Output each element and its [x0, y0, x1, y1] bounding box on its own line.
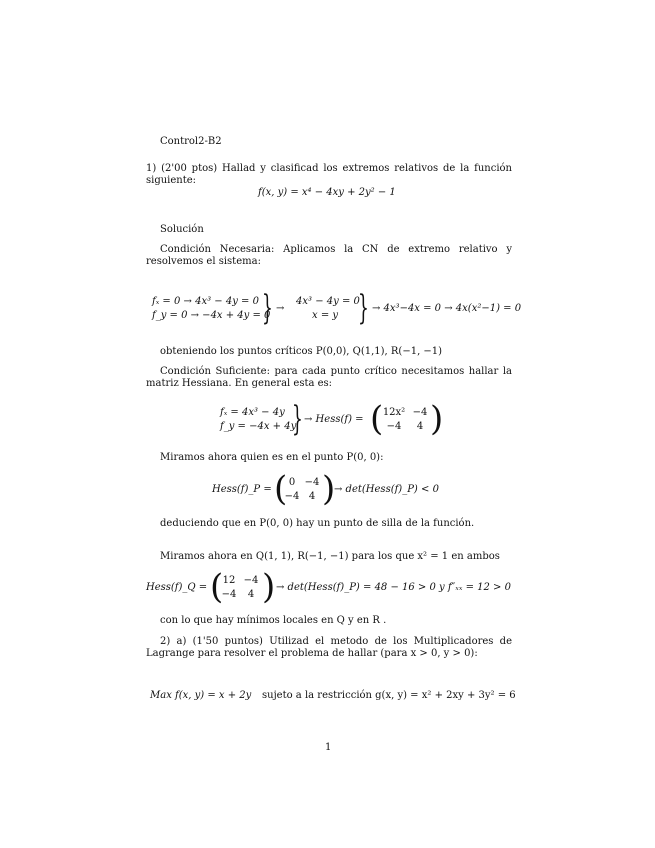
system-eq-3: 4x³ − 4y = 0	[296, 296, 360, 307]
system-eq-4: x = y	[312, 310, 339, 321]
implication-arrow: →	[276, 303, 285, 314]
necessary-condition-text: Condición Necesaria: Aplicamos la CN de extremo relativo y resolvemos el sistema:	[146, 244, 512, 267]
saddle-conclusion: deduciendo que en P(0, 0) hay un punto de silla de la función.	[160, 518, 475, 529]
matrix-cell: −4	[243, 575, 259, 586]
hessian-q-matrix	[210, 567, 276, 607]
system-eq-2: f_y = 0 → −4x + 4y = 0	[152, 310, 271, 321]
solution-heading: Solución	[160, 224, 204, 235]
matrix-cell: 4	[416, 421, 424, 432]
matrix-cell: 12x²	[382, 407, 406, 418]
matrix-cell: 12	[222, 575, 236, 586]
system-result: → 4x³−4x = 0 → 4x(x²−1) = 0	[372, 303, 522, 314]
matrix-cell: −4	[304, 477, 320, 488]
matrix-cell: 0	[288, 477, 296, 488]
page-number: 1	[325, 742, 332, 753]
left-paren-icon: (	[370, 399, 384, 439]
hessian-q-determinant: → det(Hess(f)_P) = 48 − 16 > 0 y f″ₓₓ = 12 > 0	[276, 582, 511, 593]
matrix-cell: −4	[412, 407, 428, 418]
problem2-constraint: sujeto a la restricción g(x, y) = x² + 2xy + 3y² = 6	[262, 690, 516, 701]
right-paren-icon: )	[430, 399, 444, 439]
hessian-p-matrix	[274, 469, 336, 509]
document-title: Control2-B2	[160, 136, 222, 147]
matrix-cell: −4	[221, 589, 237, 600]
sufficient-condition-text: Condición Suficiente: para cada punto crítico necesitamos hallar la matriz Hessiana. En general esta es:	[146, 366, 512, 389]
left-paren-icon: (	[274, 469, 288, 509]
right-brace-icon: }	[358, 288, 369, 328]
hessian-q-label: Hess(f)_Q =	[146, 582, 208, 593]
right-brace-icon: }	[262, 288, 273, 328]
minima-conclusion: con lo que hay mínimos locales en Q y en R .	[160, 615, 387, 626]
matrix-cell: −4	[284, 491, 300, 502]
hessian-general-matrix	[370, 399, 444, 439]
problem2-statement: 2) a) (1'50 puntos) Utilizad el metodo de los Multiplicadores de Lagrange para resolver el problema de hallar (para x > 0, y > 0):	[146, 636, 512, 659]
hessian-general-label: → Hess(f) =	[304, 414, 364, 425]
left-paren-icon: (	[210, 567, 224, 607]
right-paren-icon: )	[262, 567, 276, 607]
problem2-objective: Max f(x, y) = x + 2y	[150, 690, 252, 701]
matrix-cell: 4	[308, 491, 316, 502]
right-paren-icon: )	[322, 469, 336, 509]
hessian-p-determinant: → det(Hess(f)_P) < 0	[334, 484, 439, 495]
partial-derivative-y: f_y = −4x + 4y	[220, 421, 297, 432]
matrix-cell: −4	[386, 421, 402, 432]
system-eq-1: fₓ = 0 → 4x³ − 4y = 0	[152, 296, 259, 307]
partial-derivative-x: fₓ = 4x³ − 4y	[220, 407, 285, 418]
hessian-p-label: Hess(f)_P =	[212, 484, 272, 495]
problem1-statement: 1) (2'00 ptos) Hallad y clasificad los extremos relativos de la función siguiente:	[146, 163, 512, 186]
look-at-q-r: Miramos ahora en Q(1, 1), R(−1, −1) para los que x² = 1 en ambos	[160, 551, 500, 562]
problem1-function: f(x, y) = x⁴ − 4xy + 2y² − 1	[258, 187, 396, 198]
right-brace-icon: }	[292, 399, 303, 439]
look-at-p: Miramos ahora quien es en el punto P(0, 0):	[160, 452, 384, 463]
critical-points: obteniendo los puntos críticos P(0,0), Q(1,1), R(−1, −1)	[160, 346, 443, 357]
matrix-cell: 4	[247, 589, 255, 600]
